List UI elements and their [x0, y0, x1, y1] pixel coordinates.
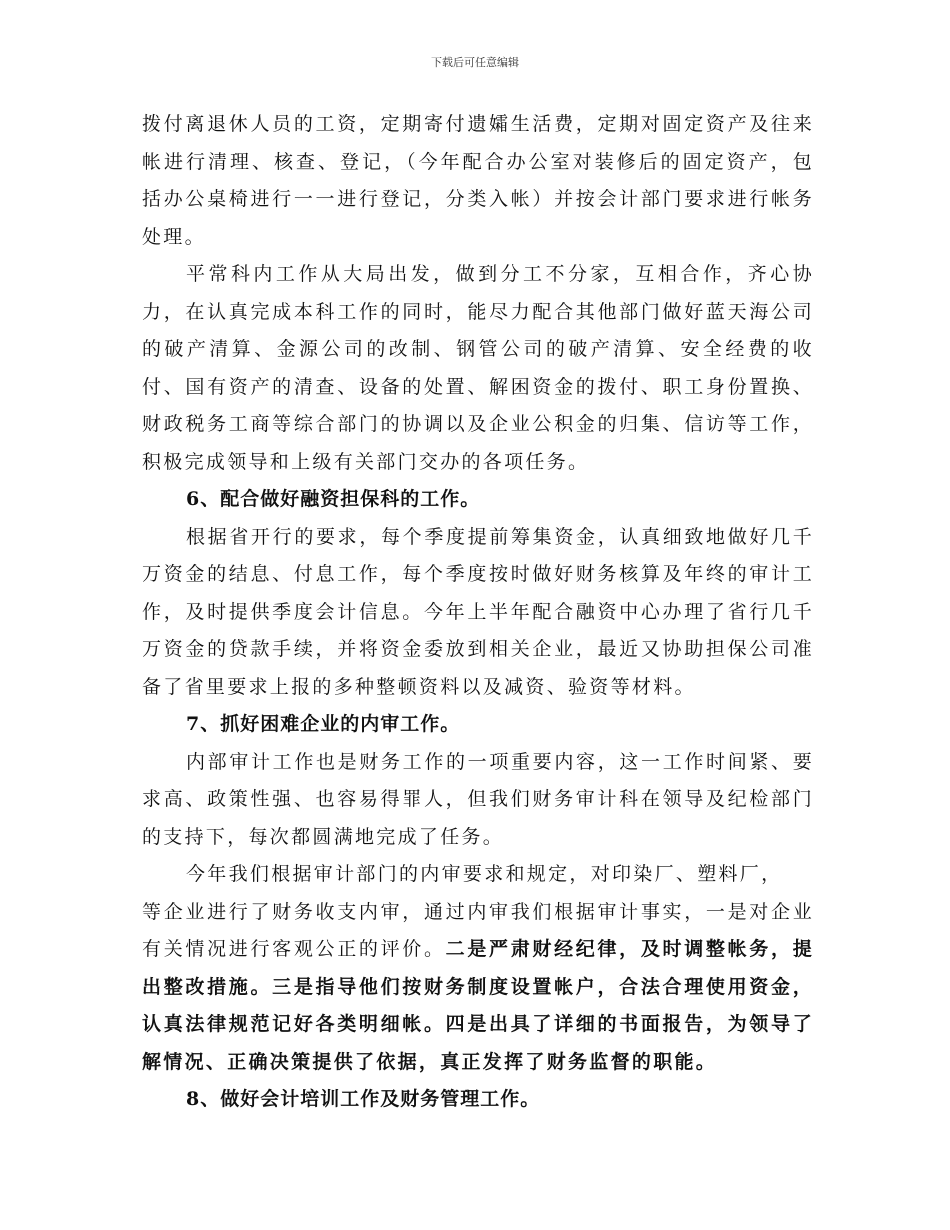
paragraph-4: 内部审计工作也是财务工作的一项重要内容，这一工作时间紧、要求高、政策性强、也容易得罪人，但我们财务审计科在领导及纪检部门的支持下，每次都圆满地完成了任务。: [142, 750, 814, 848]
section-heading-7: 7、抓好困难企业的内审工作。: [186, 713, 461, 735]
paragraph-5: [142, 894, 814, 1082]
page-header-note: 下载后可任意编辑: [431, 56, 519, 69]
section-heading-6: 6、配合做好融资担保科的工作。: [186, 488, 481, 510]
paragraph-1: 拨付离退休人员的工资，定期寄付遗孀生活费，定期对固定资产及往来帐进行清理、核查、登记，（今年配合办公室对装修后的固定资产，包括办公桌椅进行一一进行登记，分类入帐）并按会计部门要求进行帐务处理。: [142, 113, 814, 248]
document-body: [142, 106, 814, 1119]
paragraph-5-line-1: 今年我们根据审计部门的内审要求和规定，对印染厂、塑料厂，: [186, 863, 783, 885]
paragraph-2: 平常科内工作从大局出发，做到分工不分家，互相合作，齐心协力，在认真完成本科工作的同时，能尽力配合其他部门做好蓝天海公司的破产清算、金源公司的改制、钢管公司的破产清算、安全经费的收付、国有资产的清查、设备的处置、解困资金的拨付、职工身份置换、财政税务工商等综合部门的协调以及企业公积金的归集、信访等工作，积极完成领导和上级有关部门交办的各项任务。: [142, 263, 814, 473]
paragraph-5-normal-text: 等企业进行了财务收支内审，通过内审我们根据审计事实，一是对企业有关情况进行客观公正的评价。: [142, 900, 814, 960]
section-heading-8: 8、做好会计培训工作及财务管理工作。: [186, 1088, 541, 1110]
paragraph-5-bold-text: 二是严肃财经纪律，及时调整帐务，提出整改措施。三是指导他们按财务制度设置帐户，合法合理使用资金，认真法律规范记好各类明细帐。四是出具了详细的书面报告，为领导了解情况、正确决策提供了依据，真正发挥了财务监督的职能。: [142, 938, 814, 1073]
paragraph-3: 根据省开行的要求，每个季度提前筹集资金，认真细致地做好几千万资金的结息、付息工作，每个季度按时做好财务核算及年终的审计工作，及时提供季度会计信息。今年上半年配合融资中心办理了省行几千万资金的贷款手续，并将资金委放到相关企业，最近又协助担保公司准备了省里要求上报的多种整顿资料以及减资、验资等材料。: [142, 525, 814, 698]
